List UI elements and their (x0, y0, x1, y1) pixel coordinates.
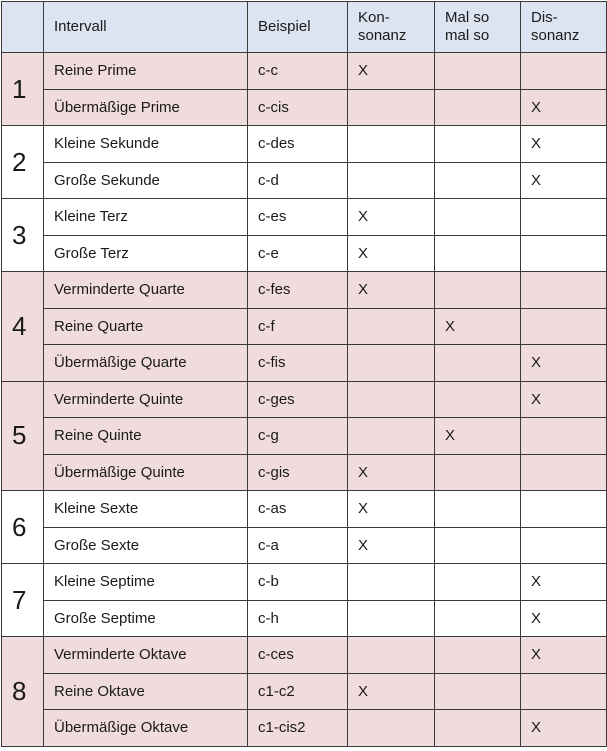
interval-name: Große Sexte (44, 527, 248, 564)
interval-name: Übermäßige Prime (44, 89, 248, 126)
dissonance-mark (521, 418, 607, 455)
table-row (2, 308, 607, 345)
dissonance-mark (521, 527, 607, 564)
sometimes-mark (435, 381, 521, 418)
dissonance-mark (521, 491, 607, 528)
dissonance-mark: X (521, 126, 607, 163)
interval-name: Kleine Terz (44, 199, 248, 236)
table-body (2, 53, 607, 747)
interval-name: Reine Oktave (44, 673, 248, 710)
consonance-mark: X (348, 272, 435, 309)
interval-example: c-cis (248, 89, 348, 126)
dissonance-mark (521, 199, 607, 236)
consonance-mark (348, 710, 435, 747)
dissonance-mark (521, 673, 607, 710)
table-row (2, 418, 607, 455)
interval-name: Verminderte Oktave (44, 637, 248, 674)
interval-name: Reine Quinte (44, 418, 248, 455)
header-consonance (348, 2, 435, 53)
dissonance-mark (521, 235, 607, 272)
table-row (2, 345, 607, 382)
consonance-mark: X (348, 53, 435, 90)
interval-example: c-gis (248, 454, 348, 491)
sometimes-mark (435, 637, 521, 674)
consonance-mark (348, 564, 435, 601)
sometimes-mark (435, 673, 521, 710)
header-dissonance-line-2: sonanz (531, 27, 580, 44)
dissonance-mark: X (521, 600, 607, 637)
table-row (2, 527, 607, 564)
interval-name: Reine Prime (44, 53, 248, 90)
consonance-mark (348, 600, 435, 637)
interval-example: c1-c2 (248, 673, 348, 710)
sometimes-mark: X (435, 418, 521, 455)
dissonance-mark: X (521, 637, 607, 674)
table-row (2, 126, 607, 163)
header-interval: Intervall (44, 2, 248, 53)
sometimes-mark (435, 600, 521, 637)
table-row (2, 162, 607, 199)
sometimes-mark (435, 272, 521, 309)
consonance-mark (348, 89, 435, 126)
group-number: 2 (2, 126, 44, 199)
interval-name: Kleine Sekunde (44, 126, 248, 163)
consonance-mark (348, 418, 435, 455)
table-row (2, 53, 607, 90)
dissonance-mark (521, 53, 607, 90)
dissonance-mark: X (521, 345, 607, 382)
header-consonance-line-2: sonanz (358, 27, 407, 44)
dissonance-mark: X (521, 710, 607, 747)
group-number: 7 (2, 564, 44, 637)
sometimes-mark (435, 564, 521, 601)
group-number: 8 (2, 637, 44, 747)
table-row (2, 491, 607, 528)
consonance-mark: X (348, 491, 435, 528)
interval-name: Große Sekunde (44, 162, 248, 199)
group-number: 1 (2, 53, 44, 126)
dissonance-mark: X (521, 564, 607, 601)
interval-example: c-ges (248, 381, 348, 418)
sometimes-mark (435, 89, 521, 126)
interval-name: Übermäßige Quinte (44, 454, 248, 491)
header-dissonance (521, 2, 607, 53)
consonance-mark (348, 345, 435, 382)
sometimes-mark (435, 162, 521, 199)
interval-example: c-es (248, 199, 348, 236)
sometimes-mark (435, 53, 521, 90)
sometimes-mark (435, 491, 521, 528)
header-consonance-line-1: Kon- (358, 9, 390, 26)
table-row (2, 600, 607, 637)
consonance-mark: X (348, 199, 435, 236)
interval-name: Große Septime (44, 600, 248, 637)
interval-example: c-c (248, 53, 348, 90)
table-row (2, 637, 607, 674)
consonance-mark (348, 637, 435, 674)
header-sometimes-line-1: Mal so (445, 9, 490, 26)
interval-name: Übermäßige Quarte (44, 345, 248, 382)
interval-name: Verminderte Quarte (44, 272, 248, 309)
consonance-mark: X (348, 527, 435, 564)
group-number: 4 (2, 272, 44, 382)
interval-example: c-fes (248, 272, 348, 309)
table-row (2, 199, 607, 236)
interval-example: c1-cis2 (248, 710, 348, 747)
dissonance-mark (521, 454, 607, 491)
sometimes-mark (435, 126, 521, 163)
sometimes-mark (435, 345, 521, 382)
interval-example: c-des (248, 126, 348, 163)
header-sometimes-line-2: mal so (445, 27, 490, 44)
consonance-mark: X (348, 235, 435, 272)
sometimes-mark (435, 710, 521, 747)
consonance-mark: X (348, 673, 435, 710)
table-row (2, 673, 607, 710)
consonance-mark (348, 381, 435, 418)
consonance-mark (348, 162, 435, 199)
dissonance-mark (521, 308, 607, 345)
table-row (2, 710, 607, 747)
interval-example: c-f (248, 308, 348, 345)
interval-example: c-g (248, 418, 348, 455)
intervals-table (1, 1, 607, 747)
header-dissonance-line-1: Dis- (531, 9, 558, 26)
group-number: 3 (2, 199, 44, 272)
table-row (2, 272, 607, 309)
interval-example: c-as (248, 491, 348, 528)
interval-example: c-h (248, 600, 348, 637)
table-row (2, 89, 607, 126)
table-row (2, 381, 607, 418)
interval-example: c-e (248, 235, 348, 272)
interval-name: Große Terz (44, 235, 248, 272)
table-row (2, 454, 607, 491)
consonance-mark (348, 308, 435, 345)
dissonance-mark: X (521, 89, 607, 126)
interval-example: c-ces (248, 637, 348, 674)
header-row (2, 2, 607, 53)
header-sometimes (435, 2, 521, 53)
dissonance-mark: X (521, 381, 607, 418)
interval-name: Kleine Septime (44, 564, 248, 601)
interval-example: c-d (248, 162, 348, 199)
table-row (2, 564, 607, 601)
interval-name: Kleine Sexte (44, 491, 248, 528)
interval-name: Reine Quarte (44, 308, 248, 345)
group-number: 6 (2, 491, 44, 564)
table-row (2, 235, 607, 272)
header-example: Beispiel (248, 2, 348, 53)
interval-example: c-fis (248, 345, 348, 382)
sometimes-mark (435, 235, 521, 272)
interval-example: c-b (248, 564, 348, 601)
sometimes-mark (435, 199, 521, 236)
sometimes-mark (435, 454, 521, 491)
dissonance-mark: X (521, 162, 607, 199)
group-number: 5 (2, 381, 44, 491)
interval-example: c-a (248, 527, 348, 564)
interval-name: Verminderte Quinte (44, 381, 248, 418)
interval-name: Übermäßige Oktave (44, 710, 248, 747)
sometimes-mark (435, 527, 521, 564)
header-group-number (2, 2, 44, 53)
dissonance-mark (521, 272, 607, 309)
sometimes-mark: X (435, 308, 521, 345)
consonance-mark: X (348, 454, 435, 491)
consonance-mark (348, 126, 435, 163)
